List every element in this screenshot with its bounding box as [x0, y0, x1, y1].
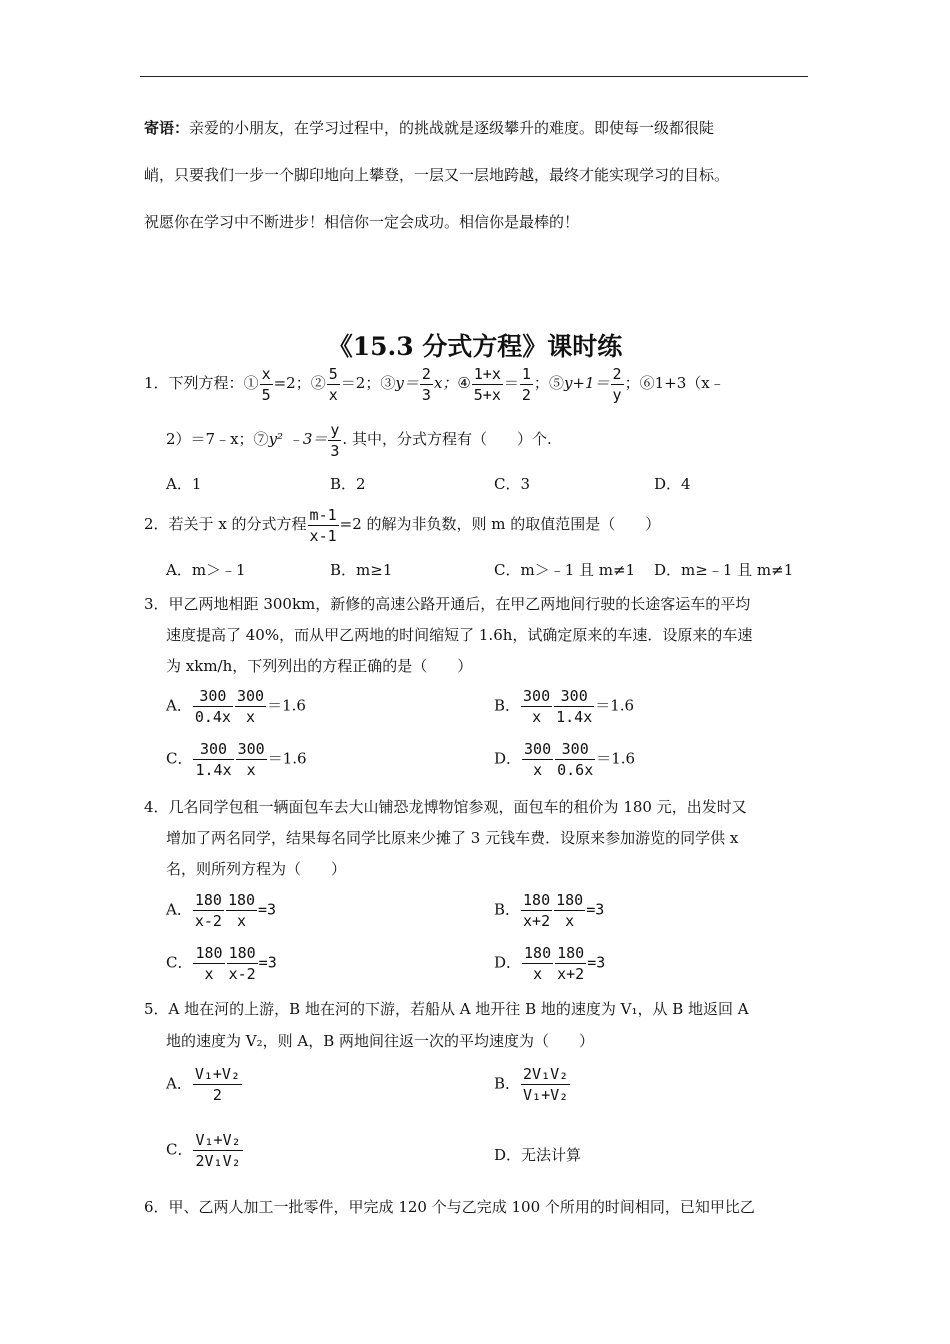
question-3-line-1: [144, 594, 750, 614]
q4-c-n1: 180: [195, 944, 223, 962]
q4-c-n2: 180: [228, 944, 256, 962]
q1-eq7-fraction: [328, 420, 341, 461]
q4-b-label: B．: [494, 900, 521, 919]
q3-d-rhs: ＝1.6: [596, 749, 636, 768]
q1-eq4-num2: 1: [521, 364, 531, 383]
q3-d-n2: 300: [555, 739, 595, 760]
q4-c-rhs: =3: [258, 953, 277, 972]
q5-b-label: B．: [494, 1074, 521, 1093]
q1-eq2-num: 5: [328, 364, 338, 383]
q5-d-label: D．: [494, 1146, 522, 1164]
q4-c-label: C．: [166, 953, 193, 972]
q4-b-d1: x+2: [523, 912, 551, 930]
q5-option-c[interactable]: [166, 1130, 244, 1171]
q5-b-fraction: [521, 1064, 570, 1105]
q1-eq4-fraction-b: [520, 364, 533, 405]
q4-d-d2: x+2: [557, 965, 585, 983]
q1-eq4-fraction-a: [472, 364, 503, 405]
question-4-line-1: [144, 797, 747, 817]
q1-eq4-rhs: ；: [533, 374, 549, 392]
q4-d-d1: x: [533, 965, 543, 983]
q1-mark-2: ②: [310, 374, 326, 392]
q5-c-fraction: [193, 1130, 242, 1171]
q1-mark-6: ⑥: [639, 374, 655, 392]
message-line-3: 祝愿你在学习中不断进步！相信你一定会成功。相信你是最棒的！: [144, 213, 580, 231]
q1-eq4-num: 1+x: [473, 364, 501, 383]
q2-option-d[interactable]: D．m≥﹣1 且 m≠1: [654, 561, 794, 579]
q4-a-d1: x-2: [194, 912, 222, 930]
q1-line2-start: 2）＝7﹣x；: [166, 430, 254, 448]
q3-b-rhs: ＝1.6: [595, 696, 635, 715]
q1-eq3-num: 2: [421, 364, 431, 383]
q5-a-num: V₁+V₂: [194, 1065, 240, 1083]
q2-den: x-1: [309, 526, 337, 545]
q4-c-d2: x-2: [228, 965, 256, 983]
q5-a-label: A．: [166, 1074, 192, 1093]
q3-b-label: B．: [494, 696, 521, 715]
q4-a-d2: x: [236, 912, 246, 930]
q3-d-n1: 300: [524, 740, 552, 758]
q2-option-c[interactable]: C．m＞﹣1 且 m≠1: [494, 561, 636, 579]
q1-eq5-rhs: ；: [624, 374, 640, 392]
q3-c-frac1: [193, 739, 233, 780]
question-1-line-2: [166, 418, 552, 461]
question-4-line-3: 名，则所列方程为（ ）: [166, 860, 347, 878]
q3-d-label: D．: [494, 749, 522, 768]
question-2: [144, 503, 660, 546]
page-title: 《15.3 分式方程》课时练: [327, 332, 623, 361]
q1-number: 1．: [144, 374, 169, 392]
q3-a-label: A．: [166, 696, 192, 715]
question-4-line-2: 增加了两名同学，结果每名同学比原来少摊了 3 元钱车费．设原来参加游览的同学供 x: [166, 829, 739, 847]
q1-eq4-mid: ＝: [503, 374, 519, 392]
question-3-line-3: 为 xkm/h，下列列出的方程正确的是（ ）: [166, 657, 473, 675]
q1-eq5-num: 2: [612, 364, 622, 383]
q4-b-rhs: =3: [586, 900, 605, 919]
q1-eq7-den: 3: [330, 441, 340, 460]
q3-option-c[interactable]: [166, 739, 307, 780]
q1-option-c[interactable]: C．3: [494, 475, 531, 493]
q3-b-frac2: [554, 686, 594, 727]
q3-d-d2: 0.6x: [557, 761, 594, 779]
q6-number: 6．: [144, 1198, 169, 1216]
q4-b-n2: 180: [556, 891, 584, 909]
q1-mark-3: ③: [380, 374, 396, 392]
q3-c-n2: 300: [237, 740, 265, 758]
q1-eq2-rhs: ＝2；: [340, 374, 381, 392]
q2-option-a[interactable]: A．m＞﹣1: [166, 561, 246, 579]
q1-option-d[interactable]: D．4: [654, 475, 691, 493]
message-label: 寄语：: [144, 119, 190, 137]
q1-eq7-num: y: [330, 420, 340, 439]
q5-a-fraction: [193, 1064, 242, 1105]
q5-b-num: 2V₁V₂: [523, 1065, 569, 1083]
q1-eq3-den: 3: [421, 385, 431, 404]
q5-c-den: 2V₁V₂: [195, 1152, 241, 1170]
q1-eq4-den2: 2: [521, 385, 531, 404]
q1-eq5-lhs: y+1＝: [563, 374, 610, 392]
message-text-1: 亲爱的小朋友，在学习过程中，的挑战就是逐级攀升的难度。即使每一级都很陡: [189, 119, 715, 137]
q1-lead: 下列方程：: [168, 374, 244, 392]
q3-option-a[interactable]: [166, 686, 306, 727]
q4-d-n2: 180: [557, 944, 585, 962]
q3-d-d1: x: [533, 761, 543, 779]
q4-b-frac2: [554, 890, 585, 931]
q1-eq1-den: 5: [261, 385, 271, 404]
q1-mark-1: ①: [243, 374, 259, 392]
q3-line-1: 甲乙两地相距 300km，新修的高速公路开通后，在甲乙两地间行驶的长途客运车的平均: [168, 595, 751, 613]
question-5-line-2: 地的速度为 V₂，则 A，B 两地间往返一次的平均速度为（ ）: [166, 1032, 595, 1050]
question-3-line-2: 速度提高了 40%，而从甲乙两地的时间缩短了 1.6h，试确定原来的车速．设原来的车速: [166, 626, 753, 644]
q4-option-b[interactable]: [494, 890, 604, 931]
q4-a-frac2: [226, 890, 257, 931]
q1-eq3-lhs: y＝: [395, 374, 419, 392]
q3-b-d1: x: [532, 708, 542, 726]
q5-d-text: 无法计算: [521, 1146, 582, 1164]
q5-line-1: A 地在河的上游，B 地在河的下游，若船从 A 地开往 B 地的速度为 V₁，从 B 地返回 A: [168, 1000, 749, 1018]
q3-a-d1: 0.4x: [194, 708, 231, 726]
q1-eq1-rhs: =2；: [273, 374, 311, 392]
q1-line2-end: . 其中，分式方程有（ ）个.: [342, 430, 552, 448]
q5-option-b[interactable]: [494, 1064, 571, 1105]
q1-eq3-fraction: [420, 364, 433, 405]
q3-a-n1: 300: [193, 686, 233, 707]
q4-c-frac1: [193, 943, 224, 984]
q5-b-den: V₁+V₂: [523, 1086, 569, 1104]
q3-c-d2: x: [246, 761, 256, 779]
q4-line-1: 几名同学包租一辆面包车去大山铺恐龙博物馆参观，面包车的租价为 180 元，出发时又: [168, 798, 747, 816]
q4-a-n2: 180: [227, 891, 256, 909]
q1-option-b[interactable]: B．2: [330, 475, 366, 493]
q5-c-label: C．: [166, 1140, 193, 1159]
q1-mark-7: ⑦: [253, 430, 269, 448]
q3-c-rhs: ＝1.6: [267, 749, 307, 768]
q1-eq5-fraction: [611, 364, 624, 405]
q1-eq2-fraction: [327, 364, 340, 405]
q4-d-frac2: [555, 943, 586, 984]
q4-d-frac1: [522, 943, 553, 984]
q4-a-label: A．: [166, 900, 192, 919]
q1-mark-5: ⑤: [548, 374, 564, 392]
q3-d-frac1: [522, 739, 553, 780]
q3-b-d2: 1.4x: [556, 708, 593, 726]
q3-c-label: C．: [166, 749, 193, 768]
q3-c-d1: 1.4x: [195, 761, 232, 779]
q1-eq4-den: 5+x: [473, 385, 501, 404]
q4-d-label: D．: [494, 953, 522, 972]
q1-eq1-fraction: [260, 364, 273, 405]
q2-option-b[interactable]: B．m≥1: [330, 561, 393, 579]
q1-option-a[interactable]: A．1: [166, 475, 202, 493]
q4-c-frac2: [227, 943, 258, 984]
q3-a-d2: x: [246, 708, 256, 726]
q3-a-frac1: [193, 686, 233, 727]
q1-eq5-den: y: [612, 385, 622, 404]
q4-option-d[interactable]: [494, 943, 605, 984]
q4-a-frac1: [193, 890, 224, 931]
q3-c-n1: 300: [193, 739, 233, 760]
q5-option-a[interactable]: [166, 1064, 243, 1105]
q2-num: m-1: [309, 505, 337, 524]
q3-option-d[interactable]: [494, 739, 635, 780]
q3-number: 3．: [144, 595, 169, 613]
q6-line-1: 甲、乙两人加工一批零件，甲完成 120 个与乙完成 100 个所用的时间相同，已知甲比乙: [168, 1198, 755, 1216]
q1-eq2-den: x: [328, 385, 338, 404]
q3-b-frac1: [521, 686, 552, 727]
q1-eq6-text: 1+3（x﹣: [654, 374, 725, 392]
q4-d-rhs: =3: [587, 953, 606, 972]
q3-d-frac2: [555, 739, 595, 780]
q3-b-n1: 300: [523, 687, 551, 705]
q5-c-num: V₁+V₂: [195, 1131, 241, 1149]
q3-option-b[interactable]: [494, 686, 634, 727]
q1-mark-4: ④: [457, 374, 471, 392]
q2-post: =2 的解为非负数，则 m 的取值范围是（ ）: [339, 515, 661, 533]
q5-number: 5．: [144, 1000, 169, 1018]
question-5-line-1: [144, 999, 749, 1019]
q4-a-n1: 180: [194, 891, 222, 909]
q4-b-frac1: [521, 890, 552, 931]
q3-a-rhs: ＝1.6: [267, 696, 306, 715]
q4-option-c[interactable]: [166, 943, 277, 984]
q3-a-frac2: [235, 686, 266, 727]
q4-number: 4．: [144, 798, 169, 816]
message-line-1: [144, 118, 714, 138]
q5-a-den: 2: [212, 1086, 222, 1104]
q4-d-n1: 180: [524, 944, 552, 962]
message-line-2: 峭，只要我们一步一个脚印地向上攀登，一层又一层地跨越，最终才能实现学习的目标。: [144, 166, 730, 184]
q1-eq3-rhs: x；: [433, 374, 458, 392]
q4-option-a[interactable]: [166, 890, 276, 931]
header-rule: [140, 76, 808, 77]
q4-a-rhs: =3: [258, 900, 277, 919]
q4-c-d1: x: [204, 965, 214, 983]
q1-eq7-lhs: y² ﹣3＝: [268, 430, 328, 448]
question-1-line-1: [144, 362, 725, 405]
q5-option-d[interactable]: [494, 1145, 581, 1165]
q3-c-frac2: [236, 739, 267, 780]
q4-b-n1: 180: [523, 891, 551, 909]
q2-number: 2．: [144, 515, 169, 533]
q2-fraction: [308, 505, 339, 546]
question-6-line-1: [144, 1197, 755, 1217]
q1-eq1-num: x: [261, 364, 271, 383]
q2-pre: 若关于 x 的分式方程: [168, 515, 307, 533]
q3-b-n2: 300: [554, 686, 594, 707]
q3-a-n2: 300: [236, 687, 265, 705]
q4-b-d2: x: [565, 912, 575, 930]
